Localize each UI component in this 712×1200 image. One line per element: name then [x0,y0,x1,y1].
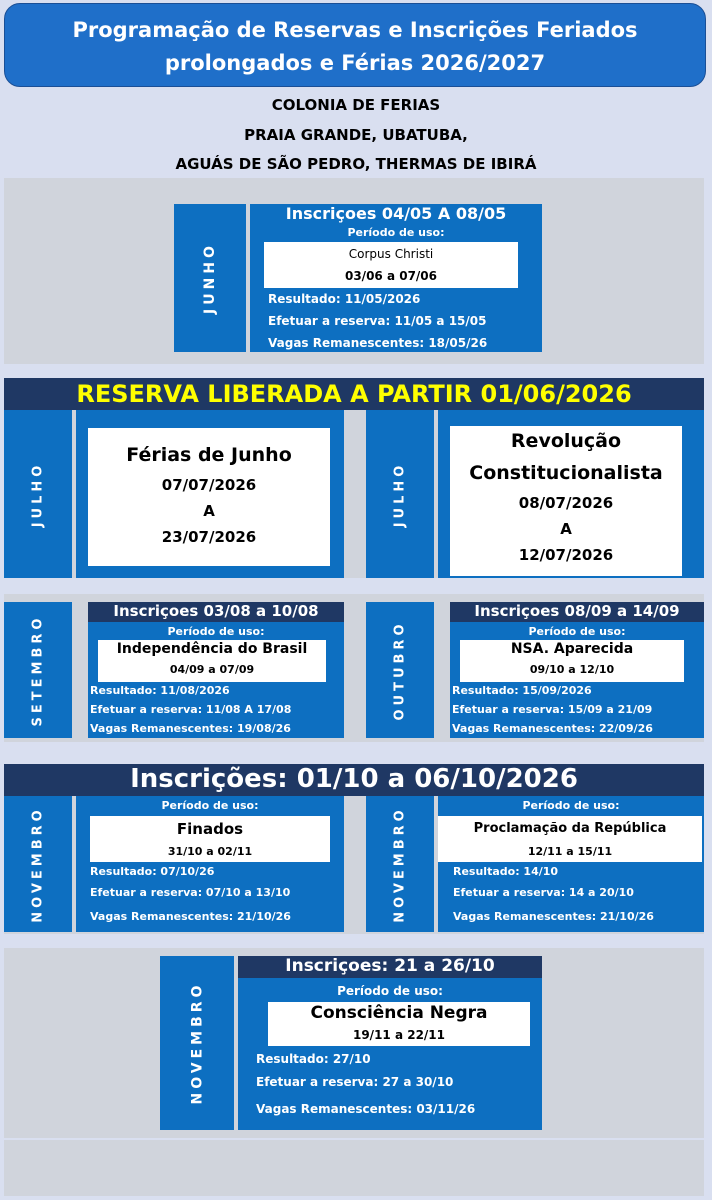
month-label-junho [174,204,246,352]
setembro-holiday: Independência do Brasil [116,641,308,657]
setembro-dates: 04/09 a 07/09 [169,663,255,676]
setembro-efetuar: Efetuar a reserva: 11/08 A 17/08 [90,703,292,716]
colonies-line1: COLONIA DE FERIAS [271,96,441,114]
junho-resultado: Resultado: 11/05/2026 [268,292,421,306]
setembro-inscricoes: Inscriçoes 03/08 a 10/08 [113,602,319,620]
novembro-bottom-card [238,956,542,1130]
novembro-bottom-resultado: Resultado: 27/10 [256,1052,371,1066]
outubro-resultado: Resultado: 15/09/2026 [452,684,592,697]
junho-vagas: Vagas Remanescentes: 18/05/26 [268,336,488,350]
setembro-card [88,602,344,738]
outubro-vagas: Vagas Remanescentes: 22/09/26 [452,722,653,735]
novembro-right-vagas: Vagas Remanescentes: 21/10/26 [453,910,654,923]
julho-left-box [88,428,330,566]
julho-right-title2: Constitucionalista [469,462,663,484]
novembro-bottom-periodo-label: Período de uso: [337,984,443,998]
novembro-left-resultado: Resultado: 07/10/26 [90,865,215,878]
novembro-left-holiday: Finados [176,820,244,838]
julho-left-end: 23/07/2026 [161,528,257,546]
setembro-resultado: Resultado: 11/08/2026 [90,684,230,697]
month-label-outubro [366,602,434,738]
outubro-inscricoes: Inscriçoes 08/09 a 14/09 [474,602,680,620]
novembro-right-resultado: Resultado: 14/10 [453,865,559,878]
junho-efetuar: Efetuar a reserva: 11/05 a 15/05 [268,314,487,328]
inscricoes-banner-text: Inscrições: 01/10 a 06/10/2026 [130,764,578,794]
outubro-periodo-label: Período de uso: [528,625,626,638]
colonies-line2: PRAIA GRANDE, UBATUBA, [244,126,468,144]
header-title-line2: prolongados e Férias 2026/2027 [164,51,546,75]
novembro-right-dates: 12/11 a 15/11 [527,845,613,858]
julho-left-start: 07/07/2026 [161,476,257,494]
novembro-left-efetuar: Efetuar a reserva: 07/10 a 13/10 [90,886,291,899]
novembro-left-holiday-box [90,816,330,862]
month-text: SETEMBRO [30,614,46,726]
outubro-efetuar: Efetuar a reserva: 15/09 a 21/09 [452,703,653,716]
junho-holiday: Corpus Christi [348,247,434,261]
junho-inscricoes: Inscriçoes 04/05 A 08/05 [285,204,507,223]
month-label-julho-left [4,410,72,578]
junho-card [250,204,542,352]
julho-right-end: 12/07/2026 [518,546,614,564]
novembro-bottom-holiday-box [268,1002,530,1046]
month-text: NOVEMBRO [392,805,408,923]
month-text: OUTUBRO [392,619,408,721]
month-text: NOVEMBRO [189,981,205,1105]
julho-left-card [76,410,344,578]
month-label-julho-right [366,410,434,578]
junho-dates: 03/06 a 07/06 [344,269,437,283]
julho-right-title1: Revolução [510,430,622,452]
novembro-right-holiday-box [438,816,702,862]
setembro-holiday-box [98,640,326,682]
novembro-right-holiday: Proclamação da República [473,821,667,836]
julho-right-sep: A [560,520,572,538]
novembro-bottom-holiday: Consciência Negra [310,1003,488,1023]
julho-left-title: Férias de Junho [126,444,292,466]
setembro-vagas: Vagas Remanescentes: 19/08/26 [90,722,291,735]
julho-right-card [438,410,704,578]
novembro-bottom-inscricoes: Inscriçoes: 21 a 26/10 [285,956,495,976]
month-label-novembro-bottom [160,956,234,1130]
month-text: JULHO [30,461,46,527]
setembro-periodo-label: Período de uso: [167,625,265,638]
julho-right-start: 08/07/2026 [518,494,614,512]
novembro-left-card [76,796,344,932]
julho-right-box [450,426,682,576]
novembro-bottom-efetuar: Efetuar a reserva: 27 a 30/10 [256,1075,454,1089]
novembro-bottom-vagas: Vagas Remanescentes: 03/11/26 [256,1102,476,1116]
julho-left-sep: A [203,502,215,520]
header-title-line1: Programação de Reservas e Inscrições Feriados [72,18,638,42]
reserva-banner [4,378,704,410]
section-bg-footer [4,1140,704,1196]
header-banner [4,3,706,87]
novembro-left-periodo-label: Período de uso: [161,799,259,812]
novembro-left-vagas: Vagas Remanescentes: 21/10/26 [90,910,291,923]
month-label-novembro-right [366,796,434,932]
novembro-right-efetuar: Efetuar a reserva: 14 a 20/10 [453,886,634,899]
outubro-holiday-box [460,640,684,682]
novembro-right-periodo-label: Período de uso: [522,799,620,812]
month-text: NOVEMBRO [30,805,46,923]
outubro-card [450,602,704,738]
outubro-dates: 09/10 a 12/10 [529,663,615,676]
month-label-novembro-left [4,796,72,932]
outubro-holiday: NSA. Aparecida [510,641,634,657]
month-text: JULHO [392,461,408,527]
novembro-left-dates: 31/10 a 02/11 [167,845,253,858]
junho-periodo-label: Período de uso: [347,226,445,239]
month-label-setembro [4,602,72,738]
reserva-banner-text: RESERVA LIBERADA A PARTIR 01/06/2026 [76,380,632,408]
junho-holiday-box [264,242,518,288]
inscricoes-banner [4,764,704,796]
novembro-bottom-dates: 19/11 a 22/11 [352,1028,445,1042]
novembro-right-card [438,796,704,932]
month-text: JUNHO [201,242,218,314]
colonies-line3: AGUÁS DE SÃO PEDRO, THERMAS DE IBIRÁ [175,155,537,173]
